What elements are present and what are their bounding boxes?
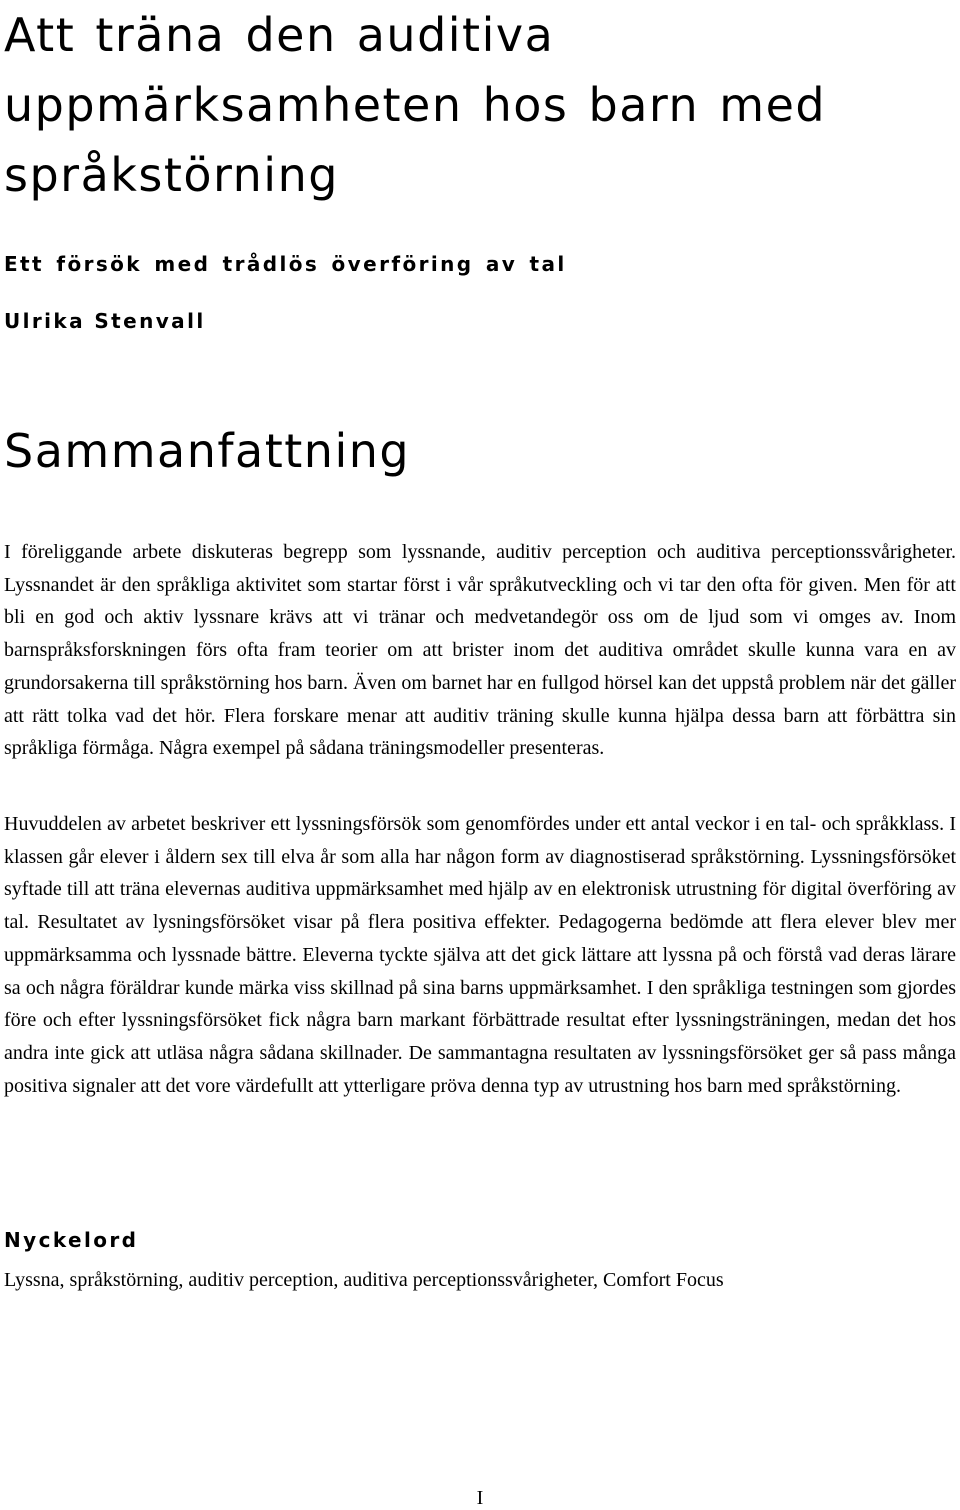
summary-heading: Sammanfattning xyxy=(4,424,411,478)
keywords-heading: Nyckelord xyxy=(4,1228,139,1252)
summary-paragraph: Huvuddelen av arbetet beskriver ett lyssningsförsök som genomfördes under ett antal veckor i en tal- och språkklass. I klassen går elever i åldern sex till elva år som alla har någon form av diagnostiserad språkstörning. Lyssningsförsöket syftade till att träna elevernas auditiva uppmärksamhet med hjälp av en elektronisk utrustning för digital överföring av tal. Resultatet av lysningsförsöket visar på flera positiva effekter. Pedagogerna bedömde att flera elever blev mer uppmärksamma och lyssnade bättre. Eleverna tyckte själva att det gick lättare att lyssna på och förstå vad deras lärare sa och några föräldrar kunde märka viss skillnad på sina barns uppmärksamhet. I den språkliga testningen som gjordes före och efter lyssningsförsöket fick några barn markant förbättrade resultat efter lyssningsträningen, medan det hos andra inte gick att utläsa några sådana skillnader. De sammantagna resultaten av lyssningsförsöket ger så pass många positiva signaler att det vore värdefullt att ytterligare pröva denna typ av utrustning hos barn med språkstörning. xyxy=(4,813,956,1097)
keywords-text: Lyssna, språkstörning, auditiv perception, auditiva perceptionssvårigheter, Comfort Focus xyxy=(4,1269,724,1291)
document-title: Att träna den auditiva uppmärksamheten hos barn med språkstörning xyxy=(4,8,827,202)
summary-paragraph: I föreliggande arbete diskuteras begrepp som lyssnande, auditiv perception och auditiva perceptionssvårigheter. Lyssnandet är den språkliga aktivitet som startar först i vår språkutveckling och vi tar den ofta för given. Men för att bli en god och aktiv lyssnare krävs att vi tränar och medvetandegör oss om de ljud som vi omges av. Inom barnspråksforskningen förs ofta fram teorier om att brister inom det auditiva området skulle kunna vara en av grundorsakerna till språkstörning hos barn. Även om barnet har en fullgod hörsel kan det uppstå problem när det gäller att rätt tolka vad det hör. Flera forskare menar att auditiv träning skulle kunna hjälpa dessa barn att förbättra sin språkliga förmåga. Några exempel på sådana träningsmodeller presenteras. xyxy=(4,541,956,760)
page-number: I xyxy=(476,1487,484,1509)
author-name: Ulrika Stenvall xyxy=(4,309,206,333)
document-subtitle: Ett försök med trådlös överföring av tal xyxy=(4,252,567,276)
